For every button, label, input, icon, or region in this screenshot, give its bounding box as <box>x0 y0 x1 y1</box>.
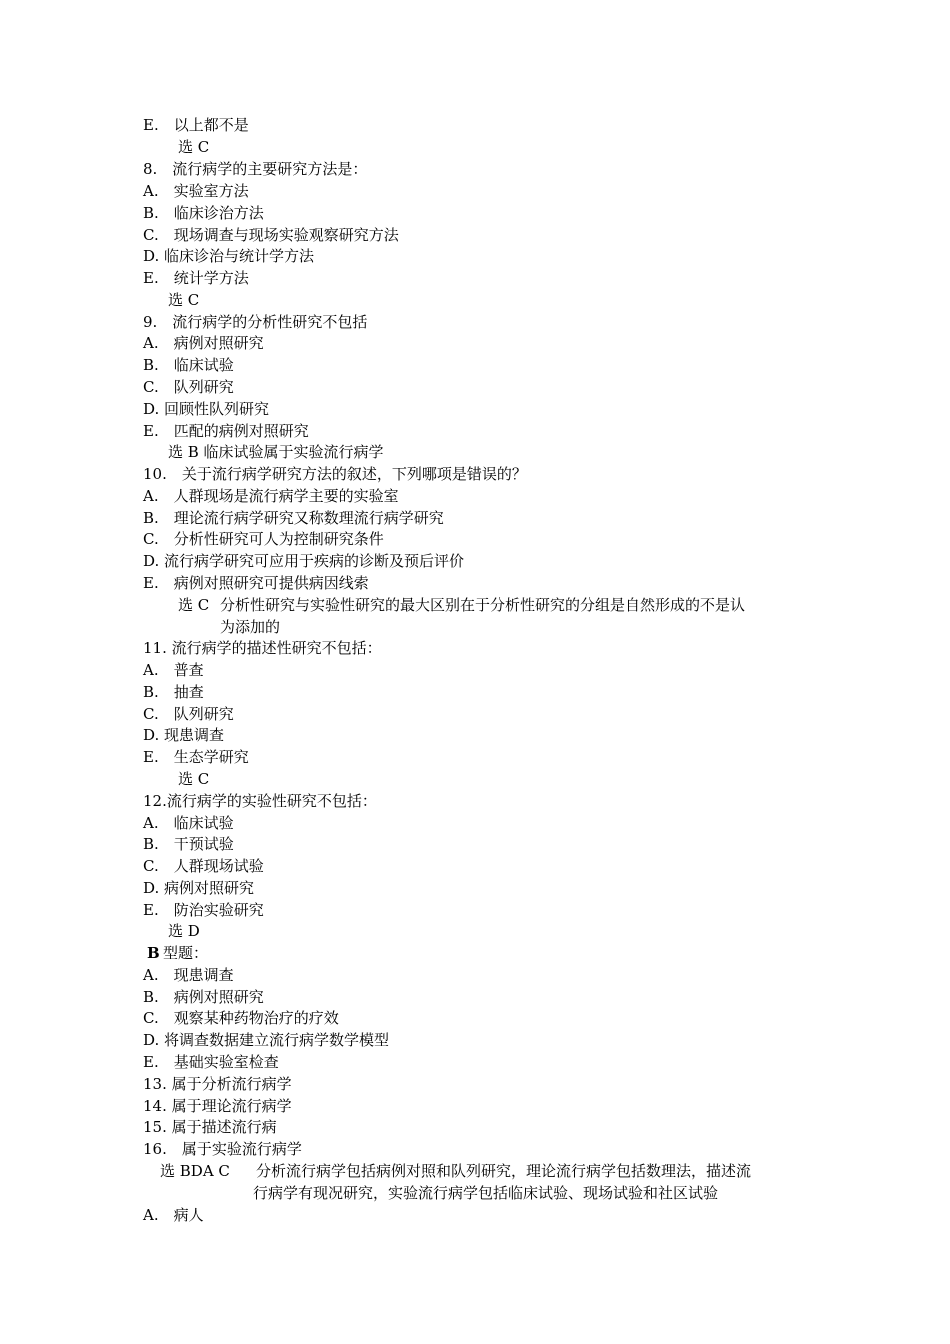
option-c-q9: C. 队列研究 <box>143 378 234 396</box>
option-e-q10: E. 病例对照研究可提供病因线索 <box>143 574 369 592</box>
question-15: 15. 属于描述流行病 <box>143 1118 277 1136</box>
answer-q9: 选 B 临床试验属于实验流行病学 <box>168 443 384 461</box>
question-11: 11. 流行病学的描述性研究不包括： <box>143 639 382 657</box>
explanation-q10-cont: 为添加的 <box>220 618 281 636</box>
section-b-letter: B <box>147 944 160 962</box>
option-d-q8: D. 临床诊治与统计学方法 <box>143 247 315 265</box>
option-b-b: B. 病例对照研究 <box>143 988 264 1006</box>
option-e-q12: E. 防治实验研究 <box>143 901 264 919</box>
option-b-q11: B. 抽查 <box>143 683 204 701</box>
option-c-b: C. 观察某种药物治疗的疗效 <box>143 1009 339 1027</box>
option-a-q10: A. 人群现场是流行病学主要的实验室 <box>143 487 399 505</box>
option-c-q10: C. 分析性研究可人为控制研究条件 <box>143 530 384 548</box>
option-c-q11: C. 队列研究 <box>143 705 234 723</box>
answer-q13-16: 选 BDA C <box>160 1162 230 1180</box>
option-a-q11: A. 普查 <box>143 661 204 679</box>
option-a-q12: A. 临床试验 <box>143 814 234 832</box>
option-d-q10: D. 流行病学研究可应用于疾病的诊断及预后评价 <box>143 552 465 570</box>
option-e-q11: E. 生态学研究 <box>143 748 249 766</box>
answer-q8: 选 C <box>168 291 200 309</box>
question-14: 14. 属于理论流行病学 <box>143 1097 292 1115</box>
option-c-q12: C. 人群现场试验 <box>143 857 264 875</box>
answer-q11: 选 C <box>178 770 210 788</box>
question-9: 9. 流行病学的分析性研究不包括 <box>143 313 368 331</box>
option-d-q11: D. 现患调查 <box>143 726 225 744</box>
answer-q10: 选 C <box>178 596 210 614</box>
answer-q12: 选 D <box>168 922 200 940</box>
explanation-q10: 分析性研究与实验性研究的最大区别在于分析性研究的分组是自然形成的不是认 <box>220 596 746 614</box>
option-e-q8: E. 统计学方法 <box>143 269 249 287</box>
explanation-q13-16: 分析流行病学包括病例对照和队列研究，理论流行病学包括数理法，描述流 <box>256 1162 752 1180</box>
section-b-title: 型题： <box>163 944 209 962</box>
question-13: 13. 属于分析流行病学 <box>143 1075 292 1093</box>
option-e-q9: E. 匹配的病例对照研究 <box>143 422 309 440</box>
option-d-q9: D. 回顾性队列研究 <box>143 400 270 418</box>
option-a-q8: A. 实验室方法 <box>143 182 249 200</box>
question-12: 12.流行病学的实验性研究不包括： <box>143 792 377 810</box>
question-8: 8. 流行病学的主要研究方法是： <box>143 160 368 178</box>
option-b-q9: B. 临床试验 <box>143 356 234 374</box>
option-d-b: D. 将调查数据建立流行病学数学模型 <box>143 1031 390 1049</box>
option-a-q9: A. 病例对照研究 <box>143 334 264 352</box>
option-b-q12: B. 干预试验 <box>143 835 234 853</box>
option-b-q8: B. 临床诊治方法 <box>143 204 264 222</box>
option-e-q7: E. 以上都不是 <box>143 116 249 134</box>
answer-q7: 选 C <box>178 138 210 156</box>
question-16: 16. 属于实验流行病学 <box>143 1140 302 1158</box>
option-a-b: A. 现患调查 <box>143 966 234 984</box>
explanation-q13-16-cont: 行病学有现况研究，实验流行病学包括临床试验、现场试验和社区试验 <box>253 1184 719 1202</box>
option-a-next: A. 病人 <box>143 1206 204 1224</box>
option-e-b: E. 基础实验室检查 <box>143 1053 279 1071</box>
option-d-q12: D. 病例对照研究 <box>143 879 255 897</box>
question-10: 10. 关于流行病学研究方法的叙述，下列哪项是错误的？ <box>143 465 527 483</box>
option-c-q8: C. 现场调查与现场实验观察研究方法 <box>143 226 399 244</box>
option-b-q10: B. 理论流行病学研究又称数理流行病学研究 <box>143 509 444 527</box>
